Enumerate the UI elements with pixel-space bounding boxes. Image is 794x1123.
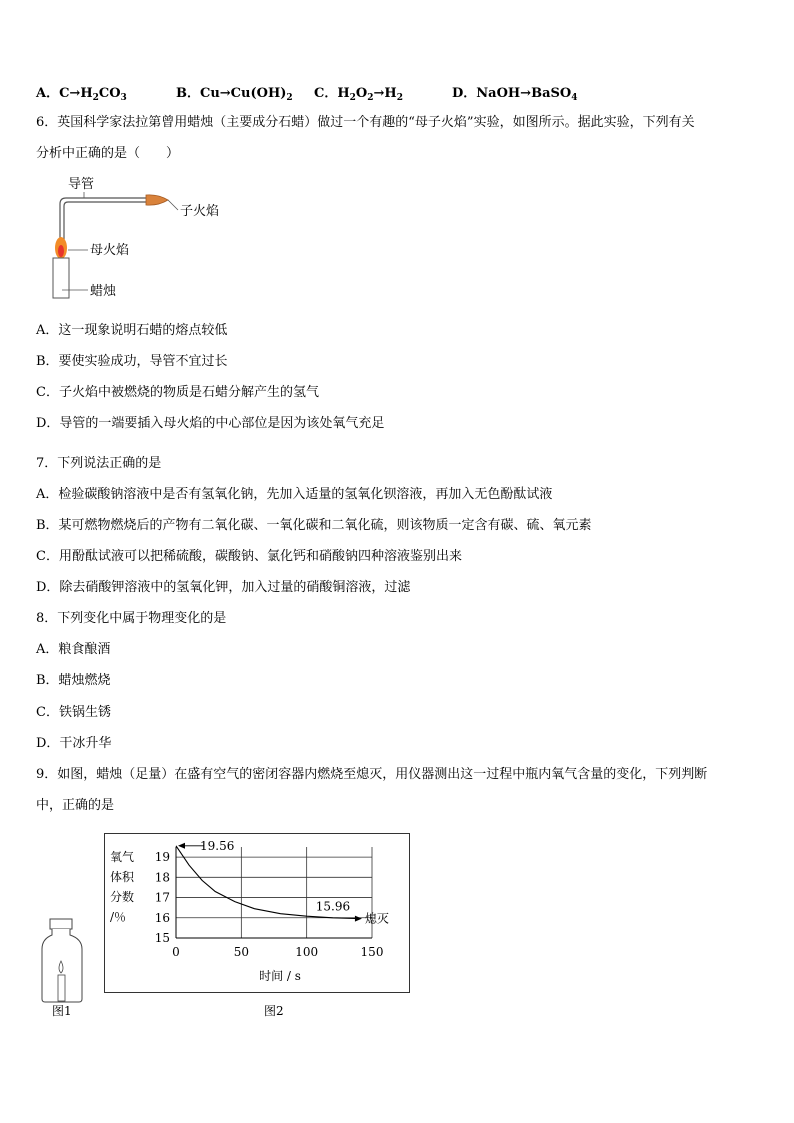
q5-option-c: C．$H_2O_2\to H_2$ — [314, 86, 403, 103]
q6-option-b: B．要使实验成功，导管不宜过长 — [36, 354, 228, 369]
oxygen-chart — [104, 833, 410, 993]
y-tick-label: 17 — [154, 890, 170, 905]
start-value-label: 19.56 — [200, 838, 235, 853]
q5-option-b: B．$Cu\to Cu(OH)_2$ — [176, 86, 293, 103]
q9-stem-line1: 9．如图，蜡烛（足量）在盛有空气的密闭容器内燃烧至熄灭，用仪器测出这一过程中瓶内氧气含量的变化，下列判断 — [36, 767, 708, 782]
mother-flame-core — [58, 245, 64, 257]
q8-option-d: D．干冰升华 — [36, 736, 112, 751]
q5-option-a: A．$C\to H_2CO_3$ — [36, 86, 127, 103]
end-value-label: 15.96 — [315, 899, 351, 914]
q6-option-c: C．子火焰中被燃烧的物质是石蜡分解产生的氢气 — [36, 385, 319, 400]
candle-icon — [53, 258, 69, 298]
child-flame-icon — [146, 195, 168, 205]
q5-option-d: D．NaOH→BaSO$_4$ — [452, 86, 578, 103]
child-flame-leader — [168, 200, 178, 210]
extinguish-label: 熄灭 — [364, 911, 389, 926]
bottle-figure — [38, 915, 88, 1005]
y-tick-label: 15 — [154, 931, 170, 945]
tube-inner — [64, 202, 146, 242]
mother-flame-label: 母火焰 — [90, 243, 130, 258]
y-tick-label: 19 — [154, 850, 170, 865]
q7-option-c: C．用酚酞试液可以把稀硫酸，碳酸钠、氯化钙和硝酸钠四种溶液鉴别出来 — [36, 549, 462, 564]
q9-stem-line2: 中，正确的是 — [36, 798, 115, 813]
q7-stem: 7．下列说法正确的是 — [36, 456, 162, 471]
y-axis-label: 氧气 — [110, 850, 135, 864]
q7-option-a: A．检验碳酸钠溶液中是否有氢氧化钠，先加入适量的氢氧化钡溶液，再加入无色酚酞试液 — [36, 487, 553, 502]
q6-option-a: A．这一现象说明石蜡的熔点较低 — [36, 323, 228, 338]
y-tick-label: 18 — [154, 870, 170, 885]
tube — [60, 198, 146, 242]
candle-label: 蜡烛 — [90, 284, 117, 299]
candle-flame-figure — [36, 172, 266, 302]
q6-option-d: D．导管的一端要插入母火焰的中心部位是因为该处氧气充足 — [36, 416, 385, 431]
y-axis-label: 分数 — [110, 890, 135, 904]
q6-stem-line1: 6．英国科学家法拉第曾用蜡烛（主要成分石蜡）做过一个有趣的“母子火焰”实验，如图所示。据此实验，下列有关 — [36, 115, 695, 130]
x-tick-label: 100 — [295, 945, 319, 959]
y-axis-label: /％ — [110, 910, 127, 924]
child-flame-label: 子火焰 — [180, 204, 220, 219]
figure2-caption: 图2 — [264, 1004, 284, 1018]
q8-option-a: A．粮食酿酒 — [36, 642, 111, 657]
x-axis-label: 时间 / s — [259, 969, 301, 983]
q7-option-d: D．除去硝酸钾溶液中的氢氧化钾，加入过量的硝酸铜溶液，过滤 — [36, 580, 411, 595]
figure1-caption: 图1 — [52, 1004, 72, 1018]
x-tick-label: 0 — [172, 945, 180, 959]
y-tick-label: 16 — [154, 910, 170, 925]
q8-option-c: C．铁锅生锈 — [36, 705, 111, 720]
tube-label: 导管 — [68, 177, 95, 192]
y-axis-label: 体积 — [110, 870, 135, 884]
q8-option-b: B．蜡烛燃烧 — [36, 673, 111, 688]
q8-stem: 8．下列变化中属于物理变化的是 — [36, 611, 227, 626]
x-tick-label: 50 — [233, 945, 249, 959]
q7-option-b: B．某可燃物燃烧后的产物有二氧化碳、一氧化碳和二氧化硫，则该物质一定含有碳、硫、氧元素 — [36, 518, 592, 533]
x-tick-label: 150 — [360, 945, 384, 959]
q6-stem-line2: 分析中正确的是（ ） — [36, 146, 180, 161]
bottle-cap — [50, 919, 72, 929]
bottle-candle-icon — [58, 975, 65, 1001]
